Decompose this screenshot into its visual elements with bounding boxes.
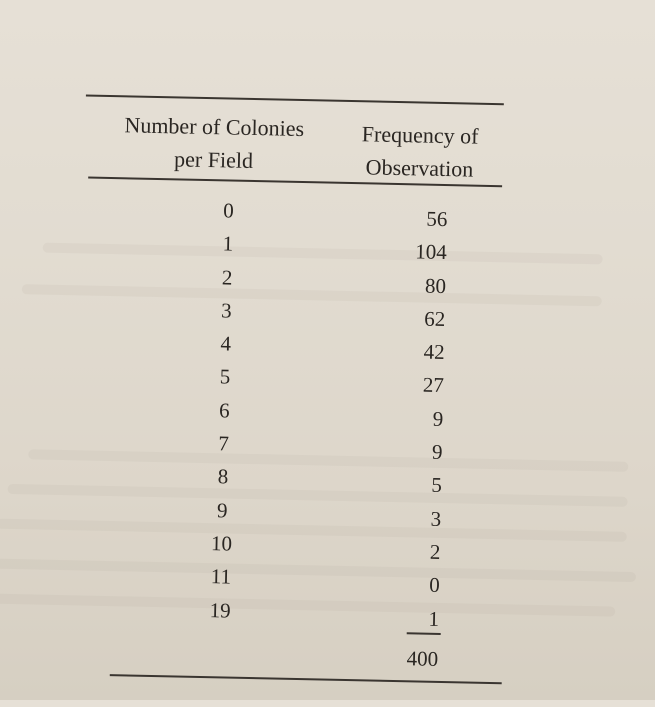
table-cell-colonies: 19: [209, 597, 231, 623]
bleed-through-mark: [0, 594, 615, 617]
table-cell-frequency: 56: [426, 206, 448, 232]
table-cell-colonies: 7: [218, 431, 230, 456]
header-line: Frequency of: [361, 121, 479, 149]
table-cell-frequency: 9: [431, 439, 443, 465]
column-header-frequency: [344, 117, 495, 186]
table-cell-colonies: 2: [221, 264, 233, 290]
table-top-rule: [86, 94, 504, 105]
table-cell-frequency: 80: [424, 273, 447, 298]
bleed-through-mark: [28, 449, 628, 472]
table-cell-frequency: 42: [423, 339, 445, 365]
table-cell-colonies: 11: [210, 564, 232, 589]
table-cell-frequency: 3: [430, 506, 442, 531]
table-cell-frequency: 9: [432, 406, 444, 431]
table-cell-colonies: 9: [216, 497, 228, 523]
table-cell-colonies: 3: [220, 298, 232, 323]
table-cell-colonies: 0: [223, 198, 235, 223]
table-cell-frequency: 1: [428, 606, 440, 631]
table-cell-colonies: 5: [219, 364, 231, 390]
bleed-through-mark: [43, 243, 603, 265]
table-bottom-rule: [110, 674, 502, 684]
table-cell-frequency: 0: [428, 573, 440, 598]
table-cell-colonies: 1: [222, 231, 234, 256]
table-cell-frequency: 62: [424, 306, 446, 331]
colonies-column: [185, 194, 264, 628]
header-line: per Field: [173, 146, 254, 173]
table-cell-colonies: 4: [220, 331, 232, 356]
table-cell-frequency: 2: [429, 539, 441, 564]
table-cell-colonies: 8: [217, 464, 229, 489]
column-header-colonies: [100, 108, 327, 179]
table-cell-frequency: 5: [431, 473, 443, 498]
table-cell-frequency: 104: [414, 239, 447, 265]
header-line: Observation: [365, 154, 474, 182]
bleed-through-mark: [8, 484, 628, 507]
bleed-through-mark: [0, 519, 627, 542]
frequency-column: [365, 202, 448, 636]
table-cell-frequency: 27: [422, 373, 445, 398]
table-cell-colonies: 6: [218, 398, 230, 423]
table-cell-colonies: 10: [210, 531, 233, 556]
bleed-through-mark: [22, 284, 602, 306]
bleed-through-mark: [0, 559, 636, 582]
header-line: Number of Colonies: [124, 112, 305, 142]
frequency-total: 400: [406, 646, 439, 671]
